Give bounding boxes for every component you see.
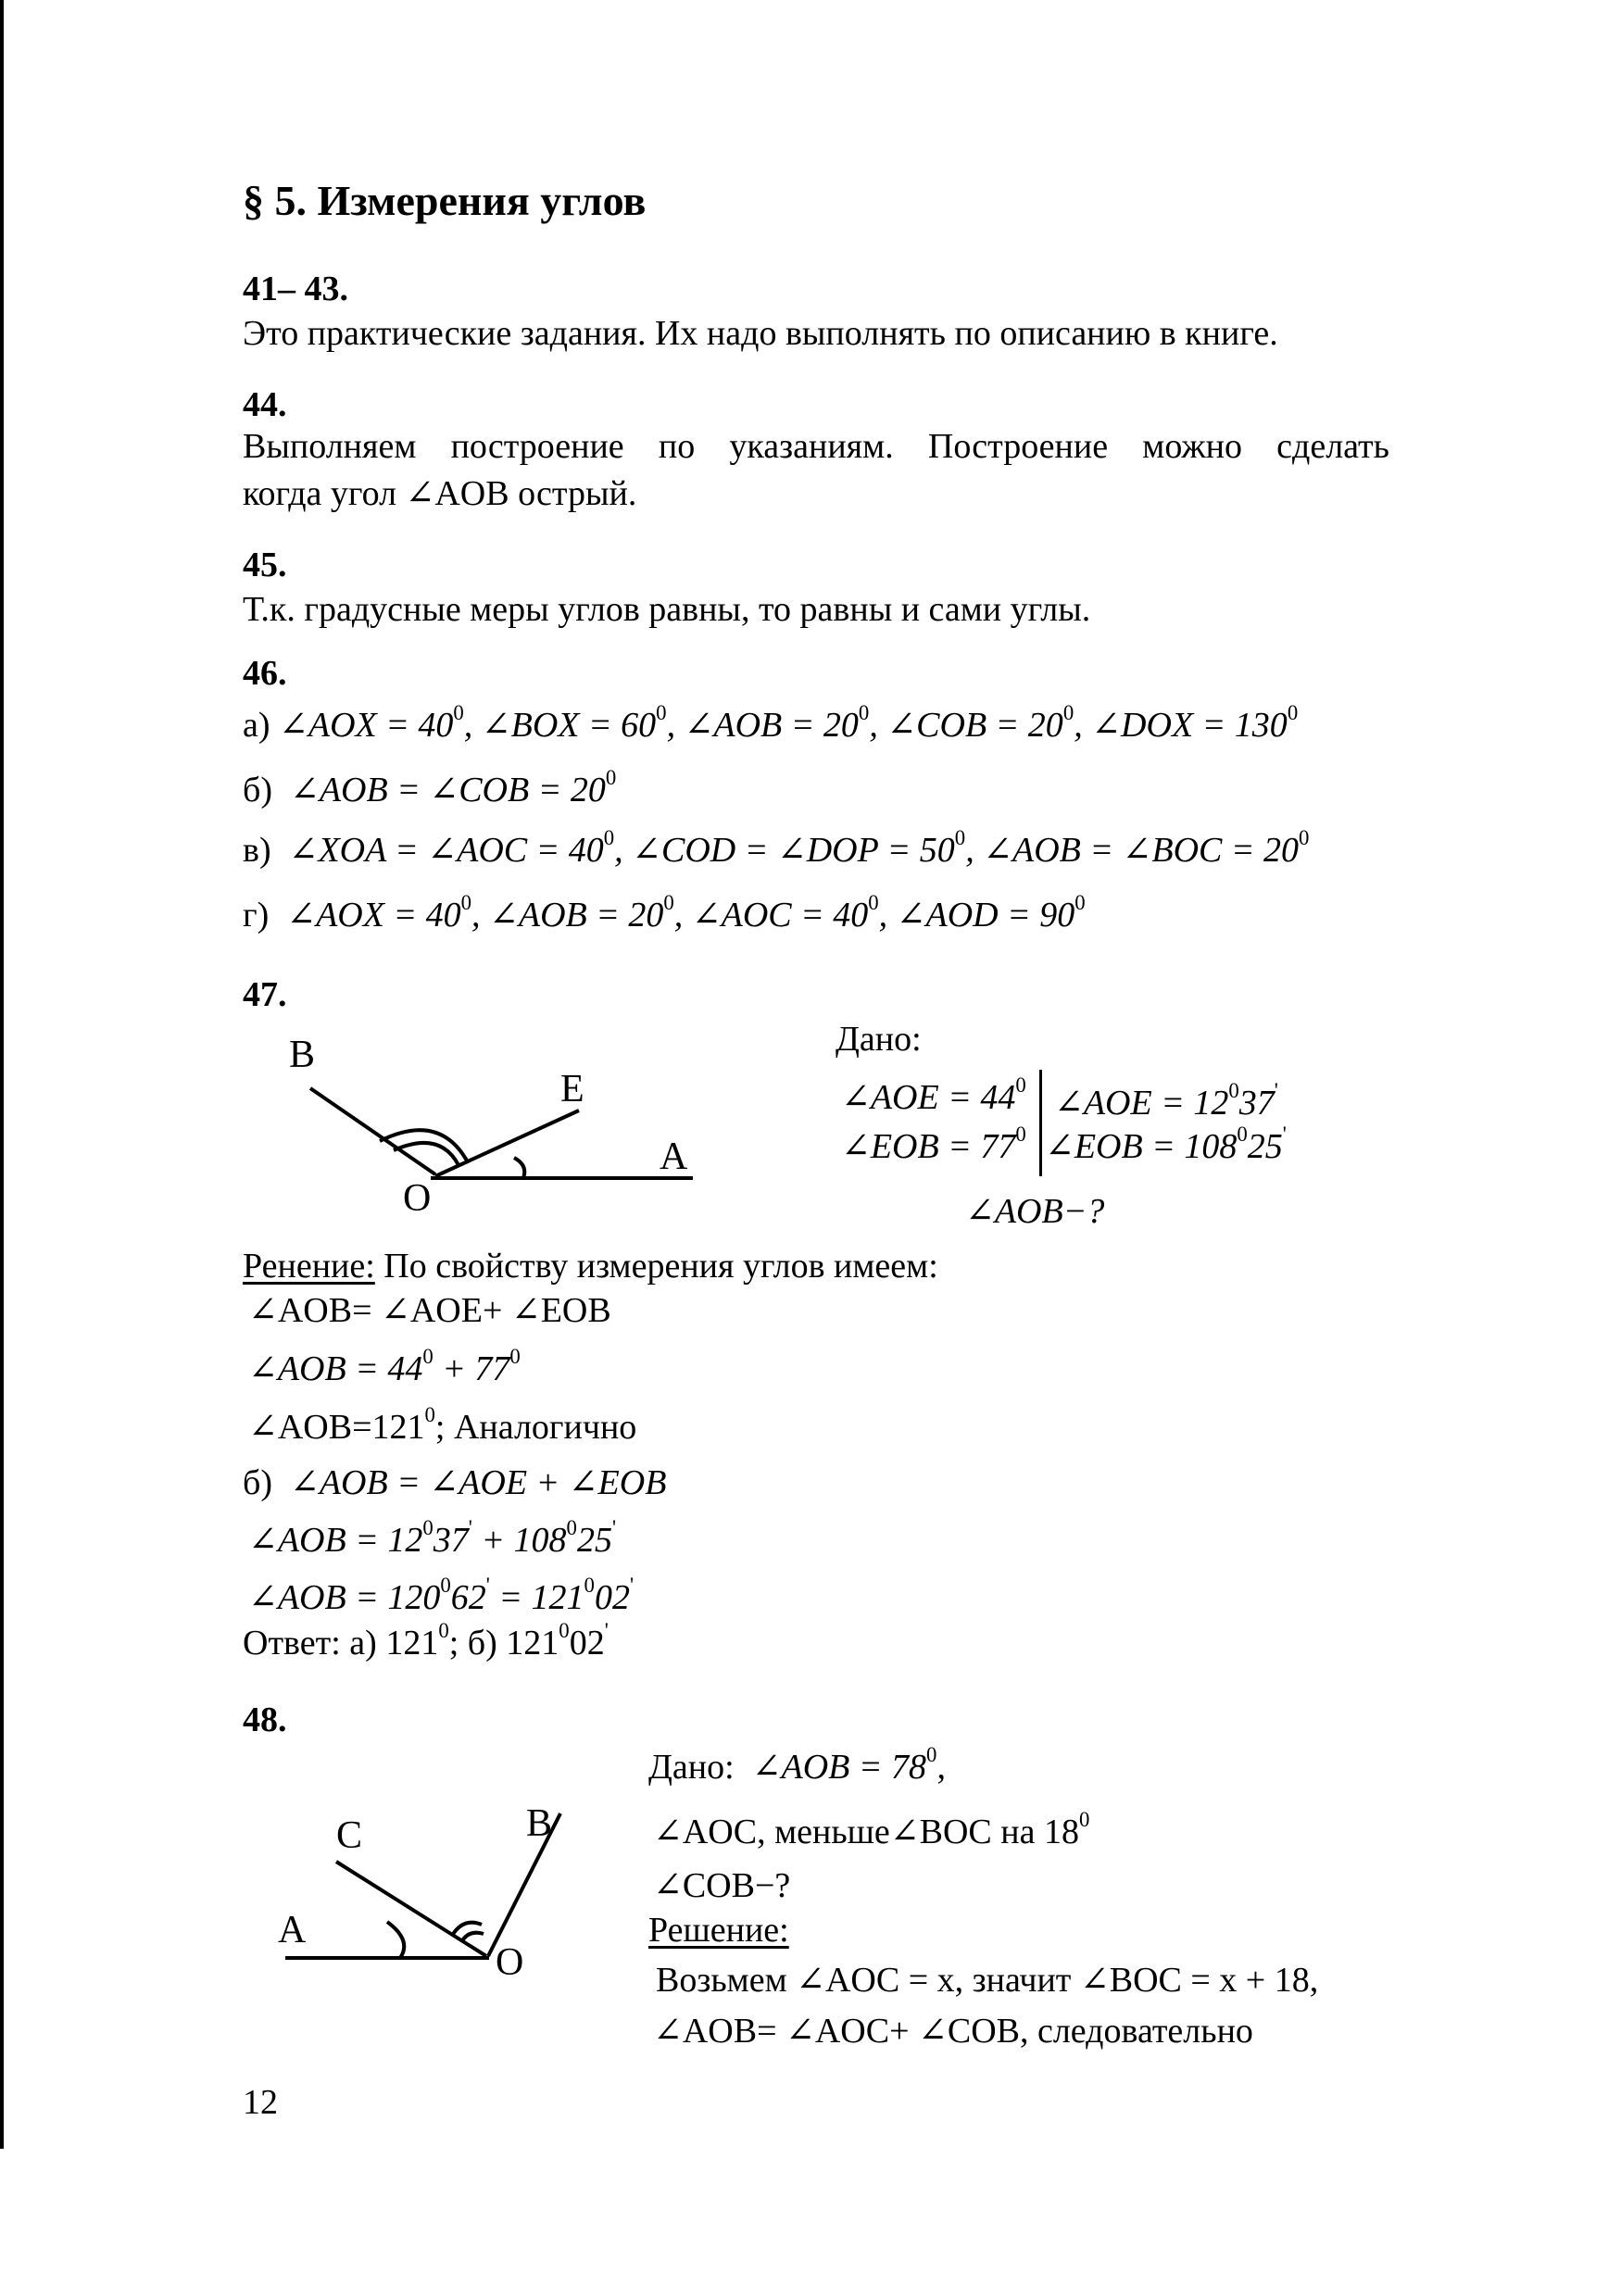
task-46-a-1: ∠AOX = 40 — [279, 706, 454, 745]
line5-p1: ∠AOB = 12 — [248, 1521, 423, 1560]
line4-label: б) — [243, 1463, 272, 1502]
task-47-line1: ∠AOB= ∠AOE+ ∠EOB — [248, 1291, 611, 1330]
line5-p4: 25 — [576, 1521, 612, 1560]
task-46-a-label: а) — [243, 706, 270, 745]
task-45-number: 45. — [243, 546, 287, 584]
task-46-number: 46. — [243, 654, 287, 693]
degree-mark: 0 — [868, 890, 879, 914]
degree-mark: 0 — [424, 1402, 435, 1426]
degree-mark: 0 — [1078, 1807, 1090, 1831]
answer-b: ; б) 121 — [448, 1624, 559, 1662]
line3-value: ∠AOB=121 — [248, 1408, 425, 1447]
task-47-number: 47. — [243, 975, 287, 1014]
section-title: § 5. Измерения углов — [243, 177, 647, 224]
task-46-v-2: , ∠COD = ∠DOP = 50 — [614, 831, 955, 870]
task-48-line1: Возьмем ∠AOC = x, значит ∠BOC = x + 18, — [656, 1961, 1319, 2000]
ray-oc — [336, 1862, 486, 1956]
task-46-a-2: , ∠BOX = 60 — [463, 706, 657, 745]
task-46-v-3: , ∠AOB = ∠BOC = 20 — [965, 831, 1300, 870]
degree-mark: 0 — [1287, 700, 1299, 724]
prime-mark: ' — [468, 1515, 472, 1539]
given-eob2-value: ∠EOB = 108 — [1045, 1127, 1238, 1166]
line6-p2: 62 — [450, 1578, 486, 1617]
task-46-a-5: , ∠DOX = 130 — [1074, 706, 1288, 745]
label-o: O — [496, 1941, 524, 1984]
label-c: C — [336, 1814, 363, 1857]
degree-mark: 0 — [422, 1515, 434, 1539]
degree-mark: 0 — [509, 1344, 521, 1368]
degree-mark: 0 — [954, 825, 966, 849]
label-a: A — [278, 1909, 307, 1951]
label-a: A — [660, 1135, 688, 1178]
answer-a: Ответ: а) 121 — [243, 1624, 439, 1662]
line2-part1: ∠AOB = 44 — [248, 1349, 423, 1388]
degree-mark: 0 — [1299, 825, 1310, 849]
task-44-line1: Выполняем построение по указаниям. Построение можно сделать — [243, 427, 1389, 466]
degree-mark: 0 — [1074, 890, 1086, 914]
label-e: E — [560, 1068, 584, 1110]
given-eob2-minutes: 25 — [1247, 1127, 1283, 1166]
given-eob-value: ∠EOB = 77 — [841, 1127, 1016, 1166]
line5-p2: 37 — [433, 1521, 469, 1560]
task-46-g-1: ∠AOX = 40 — [286, 896, 461, 935]
label-o: O — [403, 1177, 432, 1220]
task-48-given-1 — [648, 1742, 946, 1788]
task-46-g-label: г) — [243, 896, 270, 935]
prime-mark: ' — [629, 1573, 635, 1597]
degree-mark: 0 — [656, 700, 667, 724]
task-46-g-4: , ∠AOD = 90 — [878, 896, 1075, 935]
solution-intro-text: По свойству измерения углов имеем: — [374, 1247, 938, 1286]
task-44-line2: когда угол ∠AOB острый. — [243, 474, 637, 513]
task-46-b-label: б) — [243, 771, 272, 809]
task-47-given-label: Дано: — [836, 1020, 922, 1059]
task-46-a-4: , ∠COB = 20 — [869, 706, 1063, 745]
degree-mark: 0 — [584, 1573, 595, 1597]
page-number: 12 — [243, 2083, 278, 2122]
degree-mark: 0 — [422, 1344, 434, 1368]
angle-arc-aoc — [387, 1922, 404, 1958]
degree-mark: 0 — [438, 1618, 449, 1642]
task-45-text: Т.к. градусные меры углов равны, то равны и сами углы. — [243, 590, 1091, 629]
degree-mark: 0 — [559, 1618, 570, 1642]
task-46-v-1: ∠XOA = ∠AOC = 40 — [288, 831, 604, 870]
degree-mark: 0 — [858, 700, 870, 724]
given-aoc-boc: ∠AOC, меньше∠BOC на 18 — [653, 1813, 1079, 1851]
given-comma: , — [936, 1748, 946, 1787]
prime-mark: ' — [1274, 1078, 1278, 1102]
degree-mark: 0 — [566, 1515, 577, 1539]
line4-formula: ∠AOB = ∠AOE + ∠EOB — [290, 1463, 667, 1502]
task-48-find: ∠COB−? — [653, 1866, 791, 1905]
given-aoe-value: ∠AOE = 44 — [841, 1078, 1016, 1117]
prime-mark: ' — [485, 1573, 490, 1597]
prime-mark: ' — [1282, 1122, 1287, 1146]
given-aoe2-minutes: 37 — [1238, 1084, 1275, 1123]
find-aob: ∠AOB−? — [965, 1192, 1105, 1231]
task-46-b-1: ∠AOB = ∠COB = 20 — [290, 771, 606, 809]
line2-part2: + 77 — [433, 1349, 510, 1388]
task-46-g-3: , ∠AOC = 40 — [673, 896, 869, 935]
degree-mark: 0 — [1015, 1122, 1026, 1146]
degree-mark: 0 — [926, 1742, 937, 1766]
line6-p1: ∠AOB = 120 — [248, 1578, 441, 1617]
degree-mark: 0 — [1228, 1078, 1239, 1102]
prime-mark: ' — [604, 1618, 609, 1642]
line6-p4: 02 — [594, 1578, 630, 1617]
task-48-solution-label: Решение: — [648, 1911, 789, 1950]
solution-label: Ренение: — [243, 1247, 375, 1286]
degree-mark: 0 — [603, 825, 615, 849]
task-46-g-2: , ∠AOB = 20 — [471, 896, 664, 935]
given-label: Дано: — [648, 1748, 735, 1787]
line6-p3: = 121 — [489, 1578, 584, 1617]
task-41-43-text: Это практические задания. Их надо выполнять по описанию в книге. — [243, 314, 1278, 353]
task-46-v-label: в) — [243, 831, 271, 870]
answer-b-minutes: 02 — [569, 1624, 605, 1662]
task-48-number: 48. — [243, 1700, 287, 1739]
given-aob: ∠AOB = 78 — [751, 1748, 927, 1787]
label-b: B — [526, 1802, 553, 1845]
task-48-line2: ∠AOB= ∠AOC+ ∠COB, следовательно — [653, 2012, 1253, 2051]
degree-mark: 0 — [1237, 1122, 1248, 1146]
given-aoe2-value: ∠AOE = 12 — [1054, 1084, 1229, 1123]
line5-p3: + 108 — [471, 1521, 567, 1560]
degree-mark: 0 — [663, 890, 674, 914]
task-48-given-2 — [653, 1807, 1090, 1852]
task-46-a-3: , ∠AOB = 20 — [666, 706, 859, 745]
task-41-43-number: 41– 43. — [243, 270, 348, 308]
degree-mark: 0 — [605, 765, 617, 789]
line3-similarly: ; Аналогично — [434, 1408, 637, 1447]
degree-mark: 0 — [440, 1573, 451, 1597]
prime-mark: ' — [611, 1515, 617, 1539]
degree-mark: 0 — [1062, 700, 1074, 724]
degree-mark: 0 — [1015, 1073, 1026, 1097]
degree-mark: 0 — [453, 700, 464, 724]
degree-mark: 0 — [460, 890, 472, 914]
label-b: B — [289, 1034, 316, 1076]
task-44-number: 44. — [243, 385, 287, 424]
